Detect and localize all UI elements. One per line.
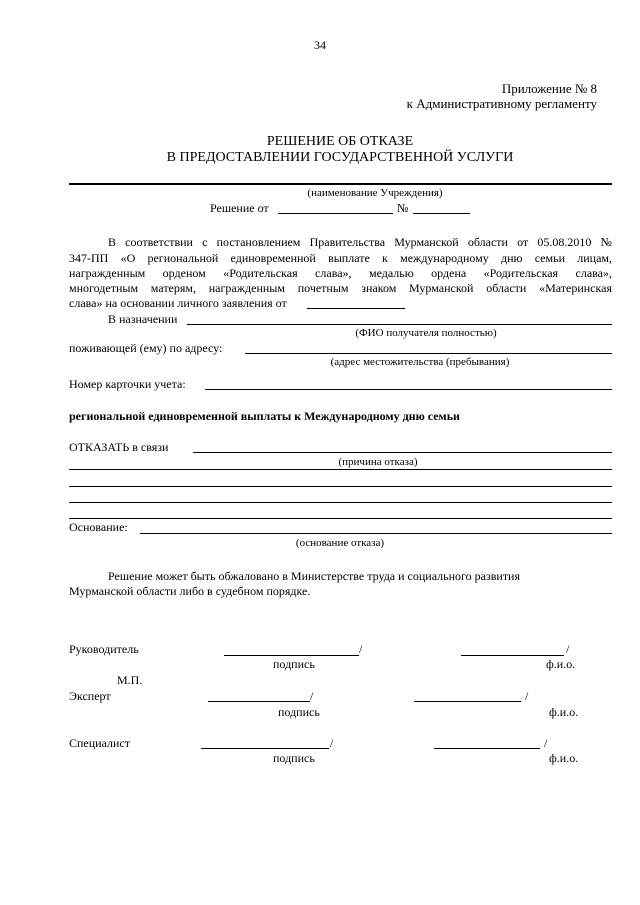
- decision-number-field[interactable]: [413, 213, 470, 214]
- expert-label: Эксперт: [69, 689, 111, 703]
- specialist-name-field[interactable]: [434, 748, 540, 749]
- body-line-3: награжденным орденом «Родительская слава», медалью ордена «Родительская слава»,: [69, 266, 612, 280]
- head-signature-field[interactable]: [224, 655, 359, 656]
- card-number-field[interactable]: [205, 389, 612, 390]
- specialist-signature-field[interactable]: [201, 748, 329, 749]
- head-name-field[interactable]: [461, 655, 564, 656]
- specialist-name-slash: /: [544, 736, 548, 750]
- institution-caption: (наименование Учреждения): [307, 187, 443, 199]
- recipient-caption: (ФИО получателя полностью): [355, 327, 497, 339]
- expert-slash: /: [310, 689, 314, 703]
- basis-label: Основание:: [69, 520, 128, 534]
- specialist-slash: /: [330, 736, 334, 750]
- expert-signature-field[interactable]: [208, 701, 310, 702]
- stamp-label: М.П.: [117, 673, 143, 687]
- reason-line-4[interactable]: [69, 502, 612, 503]
- head-slash: /: [359, 642, 363, 656]
- decision-number-label: №: [397, 201, 409, 215]
- payment-type: региональной единовременной выплаты к Международному дню семьи: [69, 409, 460, 423]
- refuse-label: ОТКАЗАТЬ в связи: [69, 440, 169, 454]
- basis-caption: (основание отказа): [295, 537, 385, 549]
- reason-field[interactable]: [193, 452, 612, 453]
- reason-caption: (причина отказа): [338, 456, 418, 468]
- card-label: Номер карточки учета:: [69, 377, 186, 391]
- appointment-label: В назначении: [108, 312, 178, 326]
- body-line-4: многодетным матерям, награжденным почетным знаком Мурманской области «Материнская: [69, 281, 612, 295]
- institution-line: [69, 183, 612, 185]
- address-field[interactable]: [245, 353, 612, 354]
- basis-field[interactable]: [140, 533, 612, 534]
- body-line-2: 347-ПП «О региональной единовременной выплате к международному дню семьи лицам,: [69, 251, 612, 265]
- body-line-5: слава» на основании личного заявления от: [69, 296, 287, 310]
- appendix-regulation: к Административному регламенту: [406, 96, 597, 111]
- expert-name-field[interactable]: [414, 701, 521, 702]
- decision-date-field[interactable]: [278, 213, 393, 214]
- document-title-line1: РЕШЕНИЕ ОБ ОТКАЗЕ: [266, 134, 414, 149]
- appendix-number: Приложение № 8: [501, 81, 597, 96]
- head-name-caption: ф.и.о.: [546, 657, 576, 671]
- specialist-signature-caption: подпись: [273, 751, 315, 765]
- head-name-slash: /: [566, 642, 570, 656]
- page-number: 34: [314, 38, 326, 52]
- document-title-line2: В ПРЕДОСТАВЛЕНИИ ГОСУДАРСТВЕННОЙ УСЛУГИ: [166, 150, 514, 165]
- application-date-field[interactable]: [307, 308, 405, 309]
- reason-line-5[interactable]: [69, 518, 612, 519]
- body-line-1: В соответствии с постановлением Правительства Мурманской области от 05.08.2010 №: [108, 235, 612, 249]
- expert-name-slash: /: [525, 689, 529, 703]
- appeal-line-2: Мурманской области либо в судебном порядке.: [69, 584, 311, 598]
- specialist-name-caption: ф.и.о.: [549, 751, 579, 765]
- appeal-line-1: Решение может быть обжаловано в Министерстве труда и социального развития: [108, 569, 521, 583]
- specialist-label: Специалист: [69, 736, 131, 750]
- recipient-field[interactable]: [187, 324, 612, 325]
- address-label: поживающей (ему) по адресу:: [69, 341, 223, 355]
- expert-name-caption: ф.и.о.: [549, 705, 579, 719]
- address-caption: (адрес местожительства (пребывания): [330, 356, 510, 368]
- reason-line-2[interactable]: [69, 469, 612, 470]
- reason-line-3[interactable]: [69, 486, 612, 487]
- head-label: Руководитель: [69, 642, 139, 656]
- expert-signature-caption: подпись: [278, 705, 320, 719]
- decision-from-label: Решение от: [210, 201, 269, 215]
- head-signature-caption: подпись: [273, 657, 315, 671]
